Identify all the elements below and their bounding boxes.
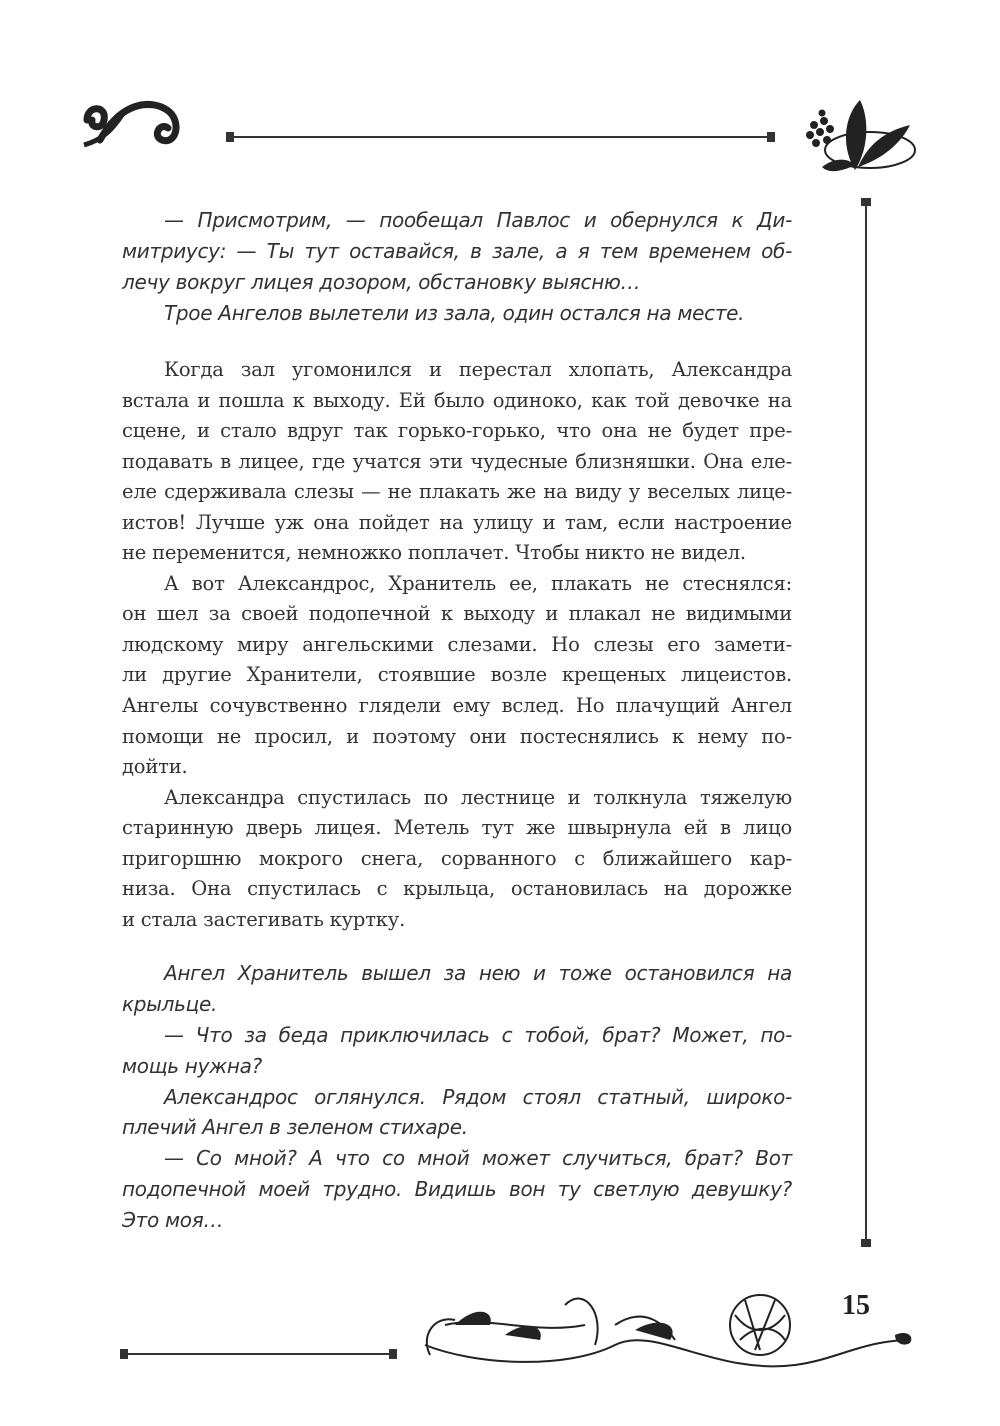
text-line: пригоршню мокрого снега, сорванного с ближайшего кар- xyxy=(122,846,792,870)
text-line: и стала застегивать куртку. xyxy=(122,907,406,931)
paragraph xyxy=(122,298,792,329)
text-line: — Присмотрим, — пообещал Павлос и обернулся к Ди- xyxy=(164,208,792,232)
text-section xyxy=(122,958,792,1236)
paragraph xyxy=(122,1020,792,1082)
text-line: он шел за своей подопечной к выходу и плакал не видимыми xyxy=(122,602,792,626)
right-vertical-rule xyxy=(865,200,867,1245)
text-line: Трое Ангелов вылетели из зала, один остался на месте. xyxy=(164,300,745,325)
page-number: 15 xyxy=(842,1290,870,1321)
text-line: людскому миру ангельскими слезами. Но слезы его замети- xyxy=(122,632,792,656)
text-line: Ангел Хранитель вышел за нею и тоже остановился на xyxy=(164,961,792,985)
text-line: митриусу: — Ты тут оставайся, в зале, а я тем временем об- xyxy=(122,238,792,263)
text-line: лечу вокруг лицея дозором, обстановку выясню… xyxy=(122,269,641,294)
text-line: Когда зал угомонился и перестал хлопать, Александра xyxy=(164,358,792,381)
text-line: не переменится, немножко поплачет. Чтобы никто не видел. xyxy=(122,541,746,565)
text-line: ли другие Хранители, стоявшие возле крещеных лицеистов. xyxy=(122,663,792,687)
text-line: подавать в лицее, где учатся эти чудесные близняшки. Она еле- xyxy=(122,449,792,473)
text-line: старинную дверь лицея. Метель тут же швырнула ей в лицо xyxy=(122,816,792,840)
text-line: — Со мной? А что со мной может случиться, брат? Вот xyxy=(164,1146,792,1171)
text-line: сцене, и стало вдруг так горько-горько, что она не будет пре- xyxy=(122,419,792,443)
text-line: помощи не просил, и поэтому они постеснялись к нему по- xyxy=(122,724,792,748)
text-section xyxy=(122,205,792,329)
leaf-berries-ornament-top-right xyxy=(800,95,920,185)
text-line: дойти. xyxy=(122,755,188,779)
text-line: — Что за беда приключилась с тобой, брат? Может, по- xyxy=(164,1022,792,1047)
paragraph xyxy=(122,783,792,936)
text-line: Ангелы сочувственно глядели ему вслед. Но плачущий Ангел xyxy=(122,694,792,718)
paragraph xyxy=(122,958,792,1020)
text-line: еле сдерживала слезы — не плакать же на виду у веселых лице- xyxy=(122,480,792,504)
text-line: встала и пошла к выходу. Ей было одиноко, как той девочке на xyxy=(122,388,792,412)
paragraph xyxy=(122,1082,792,1144)
text-line: А вот Александрос, Хранитель ее, плакать не стеснялся: xyxy=(164,571,792,595)
paragraph xyxy=(122,569,792,783)
top-rule xyxy=(228,136,773,138)
text-line: низа. Она спустилась с крыльца, остановилась на дорожке xyxy=(122,877,792,901)
text-line: Александрос оглянулся. Рядом стоял статный, широко- xyxy=(164,1084,792,1109)
text-line: подопечной моей трудно. Видишь вон ту светлую девушку? xyxy=(122,1177,792,1202)
text-section xyxy=(122,355,792,935)
paragraph xyxy=(122,205,792,298)
swirl-ornament-top-left xyxy=(82,100,202,150)
text-line: истов! Лучше уж она пойдет на улицу и там, если настроение xyxy=(122,510,792,534)
paragraph xyxy=(122,1143,792,1236)
text-line: плечий Ангел в зеленом стихаре. xyxy=(122,1115,468,1140)
paragraph xyxy=(122,355,792,569)
text-line: крыльце. xyxy=(122,991,218,1016)
bottom-rule xyxy=(122,1353,395,1355)
text-line: мощь нужна? xyxy=(122,1053,262,1078)
text-line: Александра спустилась по лестнице и толкнула тяжелую xyxy=(164,785,792,809)
text-line: Это моя… xyxy=(122,1208,224,1233)
